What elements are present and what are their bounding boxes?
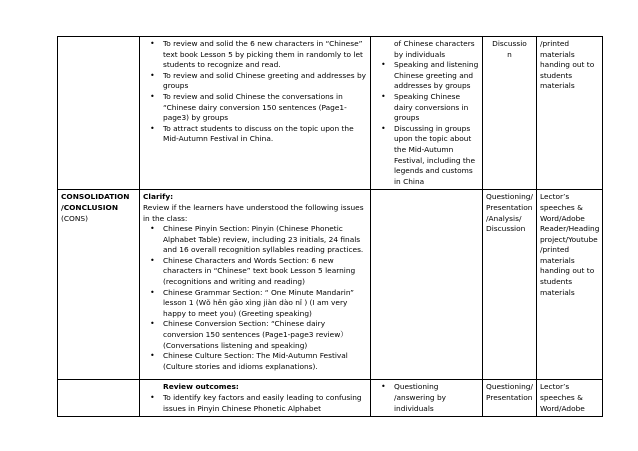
resource-line: Lector’s bbox=[539, 382, 570, 392]
list-item: • To review and solid Chinese the conversations in “Chinese dairy conversion 150 sentences (Page1-page3) by groups bbox=[163, 92, 367, 124]
list-item: • To attract students to discuss on the topic upon the Mid-Autumn Festival in China. bbox=[163, 124, 367, 145]
resource-line: handing out to bbox=[539, 60, 595, 70]
method-line: Presentation bbox=[486, 202, 533, 212]
method-line: Questioning/ bbox=[486, 382, 533, 392]
stage-cell bbox=[58, 190, 140, 380]
methods-cell bbox=[483, 37, 537, 190]
resource-line: students bbox=[539, 277, 573, 287]
objectives-heading: Clarify: bbox=[143, 192, 174, 202]
resource-line: /printed bbox=[539, 245, 570, 255]
resource-line: speeches & bbox=[539, 392, 583, 402]
table-row bbox=[58, 380, 603, 417]
resource-line: materials bbox=[539, 49, 575, 59]
method-line: Questioning/ bbox=[486, 192, 533, 202]
resources-cell bbox=[536, 380, 602, 417]
activities-list bbox=[374, 60, 479, 187]
list-item: • Chinese Grammar Section: “ One Minute Mandarin” lesson 1 (Wǒ hěn gāo xìng jiàn dào nǐ ) (I am very happy to meet you) (Greeting speaking) bbox=[163, 288, 367, 320]
objectives-list bbox=[143, 393, 367, 414]
method-line: n bbox=[507, 49, 512, 59]
objectives-list bbox=[143, 224, 367, 372]
methods-cell bbox=[483, 190, 537, 380]
method-line: Presentation bbox=[486, 392, 533, 402]
stage-cell bbox=[58, 37, 140, 190]
list-item: • To identify key factors and easily leading to confusing issues in Pinyin Chinese Phonetic Alphabet bbox=[163, 393, 367, 414]
activities-list bbox=[374, 382, 479, 414]
list-item: • Chinese Conversion Section: “Chinese dairy conversion 150 sentences (Page1-page3 review） (Conversations listening and speaking) bbox=[163, 319, 367, 351]
resource-line: project/Youtube bbox=[539, 234, 598, 244]
resource-line: speeches & bbox=[539, 202, 583, 212]
list-item: • Speaking and listening Chinese greeting and addresses by groups bbox=[394, 60, 479, 92]
stage-code: (CONS) bbox=[61, 213, 88, 223]
list-item: • Discussing in groups upon the topic about the Mid-Autumn Festival, including the legends and customs in China bbox=[394, 124, 479, 188]
lesson-plan-table bbox=[57, 36, 603, 417]
resource-line: handing out to bbox=[539, 266, 595, 276]
objectives-heading: Review outcomes: bbox=[163, 382, 239, 392]
resource-line: materials bbox=[539, 81, 575, 91]
stage-title: /CONCLUSION bbox=[61, 202, 119, 212]
methods-cell bbox=[483, 380, 537, 417]
table-row bbox=[58, 37, 603, 190]
resource-line: Lector’s bbox=[539, 192, 570, 202]
list-item: • To review and solid Chinese greeting and addresses by groups bbox=[163, 71, 367, 92]
table-row bbox=[58, 190, 603, 380]
resource-line: materials bbox=[539, 255, 575, 265]
method-line: Discussion bbox=[486, 224, 526, 234]
objectives-cell bbox=[140, 37, 371, 190]
objectives-intro: Review if the learners have understood the following issues in the class: bbox=[143, 202, 364, 223]
method-line: Discussio bbox=[492, 39, 527, 48]
resource-line: Word/Adobe bbox=[539, 213, 585, 223]
resource-line: /printed bbox=[539, 39, 570, 48]
activities-cell bbox=[371, 37, 483, 190]
activities-cell bbox=[371, 380, 483, 417]
resource-line: Reader/Heading bbox=[539, 224, 600, 234]
stage-title: CONSOLIDATION bbox=[61, 192, 130, 202]
activity-lead-text: of Chinese characters by individuals bbox=[394, 39, 475, 59]
objectives-cell bbox=[140, 380, 371, 417]
resource-line: materials bbox=[539, 287, 575, 297]
list-item: • Questioning /answering by individuals bbox=[394, 382, 479, 414]
list-item: • Chinese Characters and Words Section: 6 new characters in “Chinese” text book Lesson 5 learning (recognitions and writing and reading) bbox=[163, 256, 367, 288]
list-item: • Speaking Chinese dairy conversions in groups bbox=[394, 92, 479, 124]
resource-line: students bbox=[539, 70, 573, 80]
resource-line: Word/Adobe bbox=[539, 403, 585, 413]
list-item: • Chinese Culture Section: The Mid-Autumn Festival (Culture stories and idioms explanations). bbox=[163, 351, 367, 372]
list-item: • To review and solid the 6 new characters in “Chinese” text book Lesson 5 by picking them in randomly to let students to recognize and read. bbox=[163, 39, 367, 71]
objectives-list bbox=[143, 39, 367, 145]
method-line: /Analysis/ bbox=[486, 213, 522, 223]
stage-cell bbox=[58, 380, 140, 417]
objectives-cell bbox=[140, 190, 371, 380]
resources-cell bbox=[536, 190, 602, 380]
list-item: • Chinese Pinyin Section: Pinyin (Chinese Phonetic Alphabet Table) review, including 23 initials, 24 finals and 16 overall recognition syllables reading practices. bbox=[163, 224, 367, 256]
activities-cell bbox=[371, 190, 483, 380]
resources-cell bbox=[536, 37, 602, 190]
